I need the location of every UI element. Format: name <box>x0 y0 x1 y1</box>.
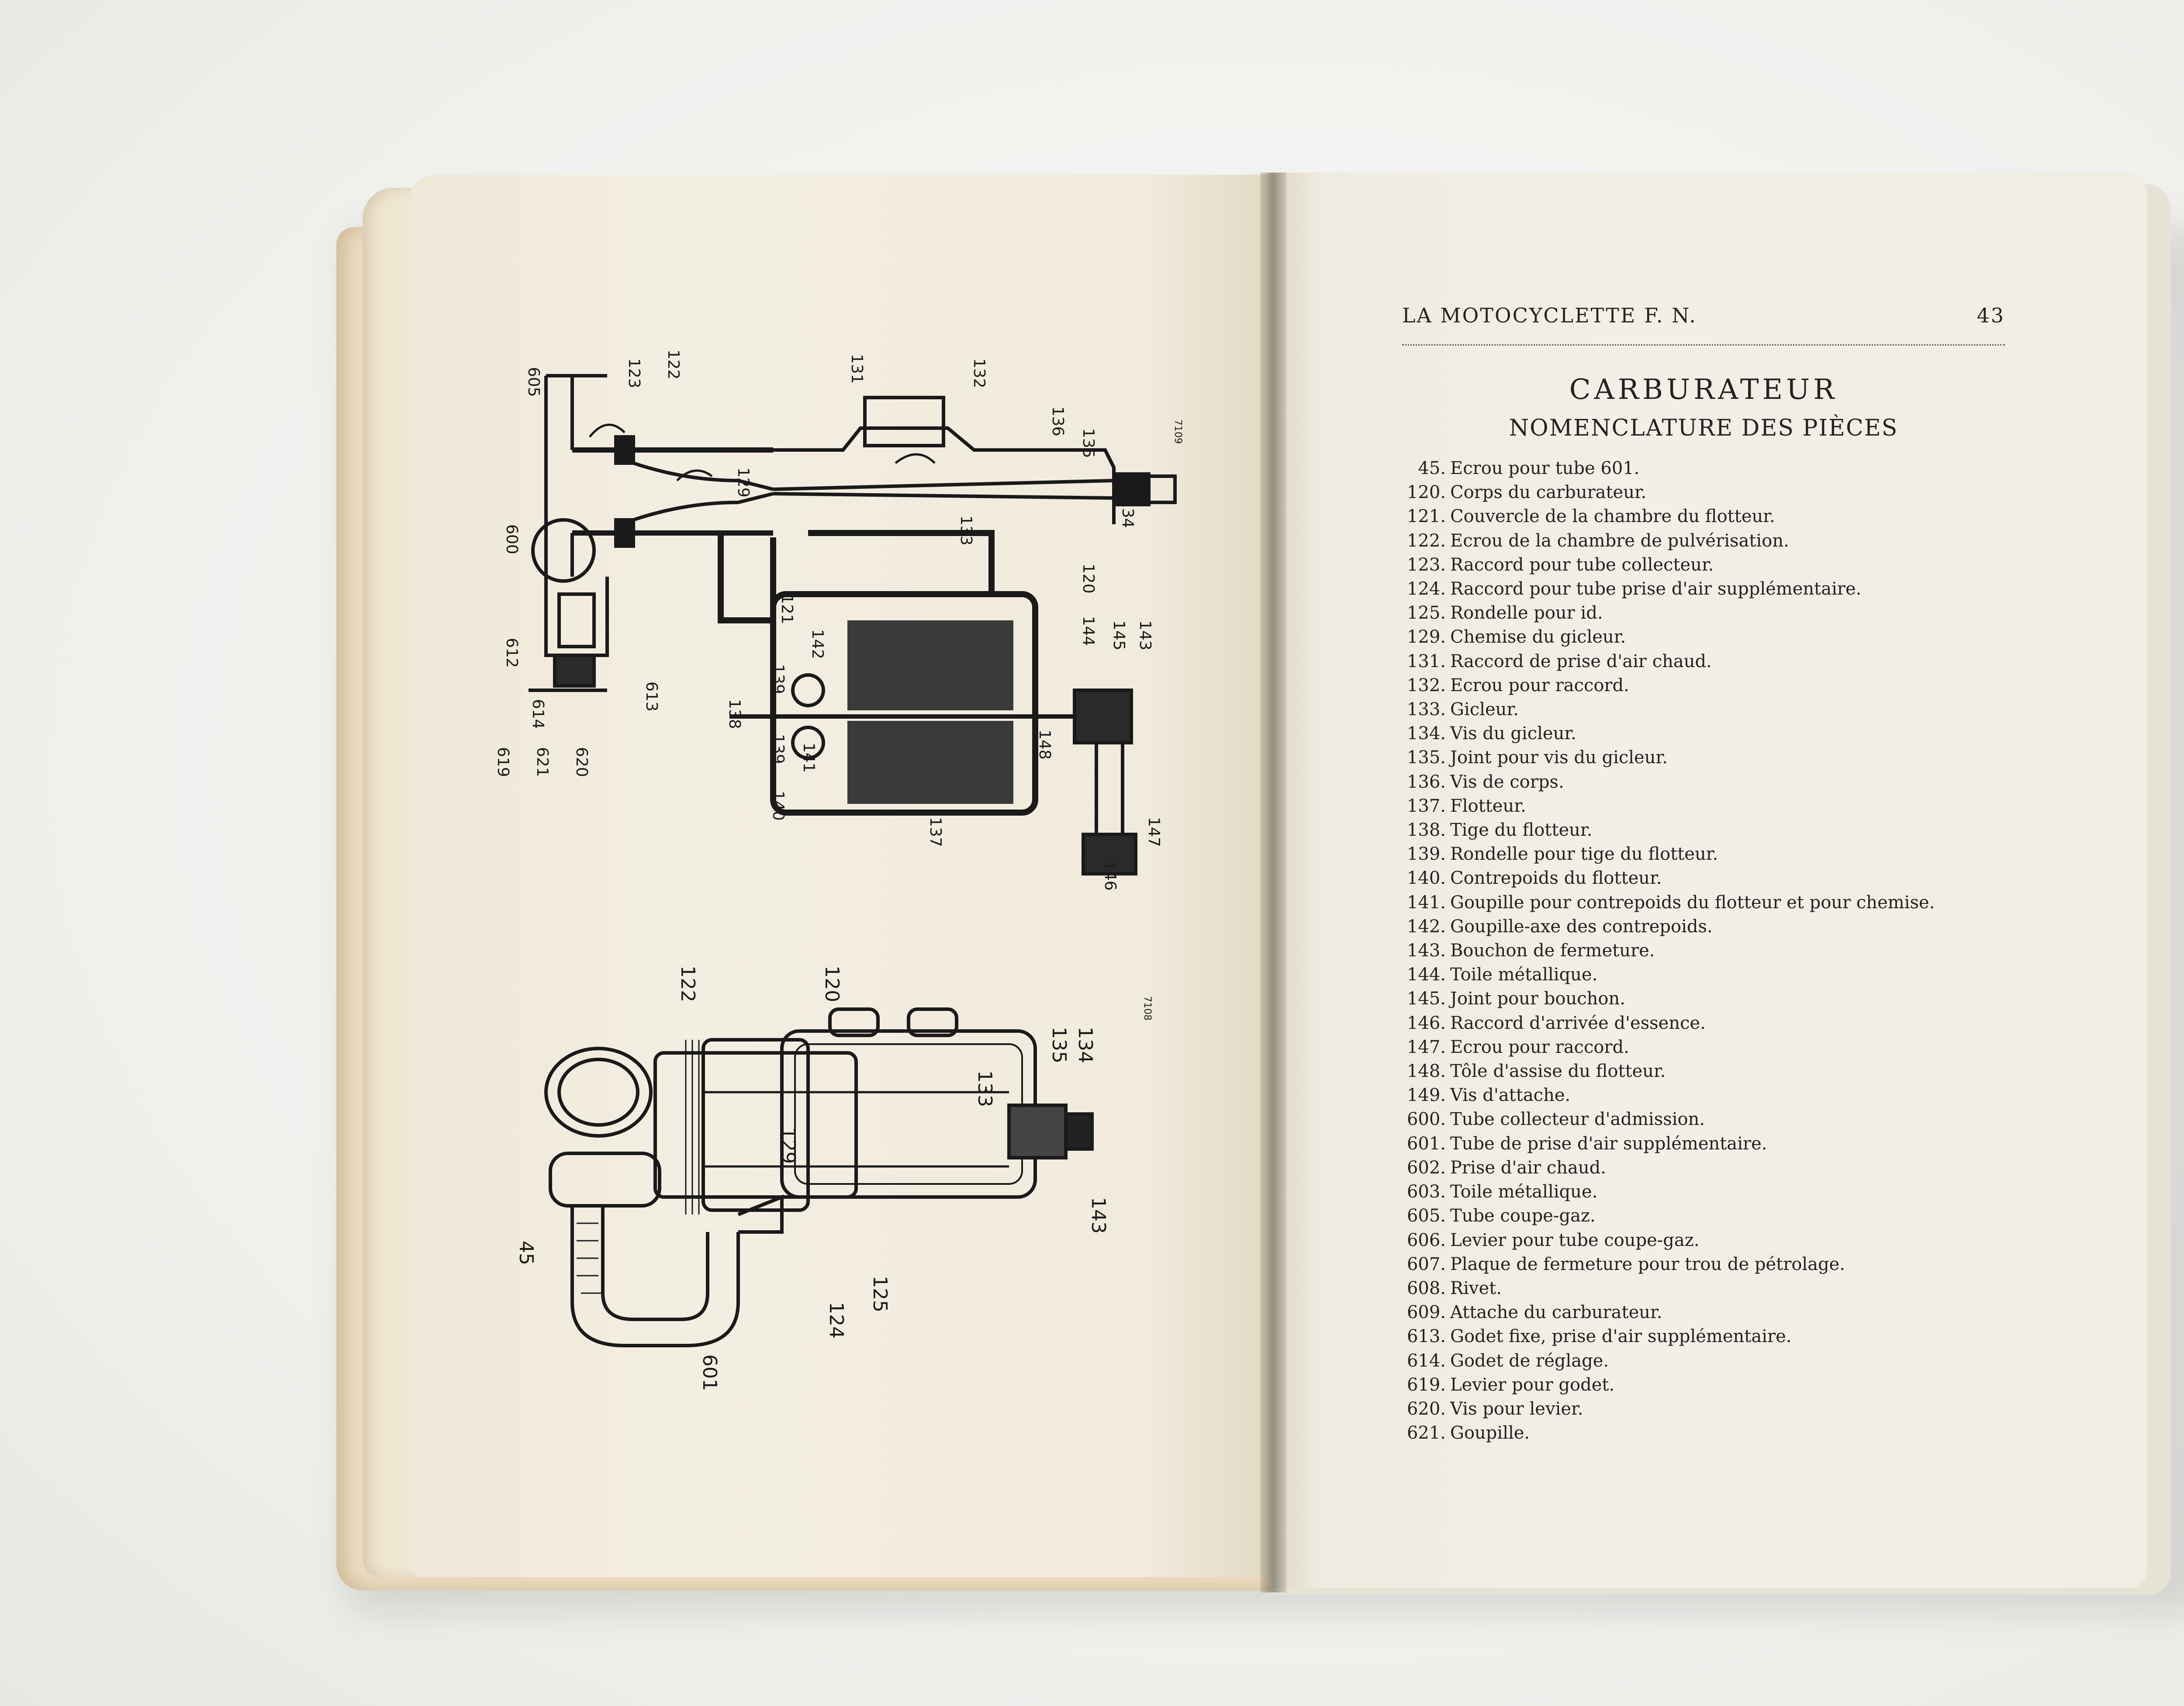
fig1-label-120: 120 <box>1079 564 1097 594</box>
part-number: 137. <box>1406 796 1446 816</box>
fig2-label-601: 601 <box>698 1354 721 1391</box>
part-name: Vis d'attache. <box>1450 1085 1571 1106</box>
fig1-label-139-bottom: 139 <box>769 734 787 764</box>
carburettor-section-diagram <box>494 350 1201 917</box>
part-number: 609. <box>1406 1302 1446 1323</box>
part-name: Raccord d'arrivée d'essence. <box>1450 1013 1706 1033</box>
part-number: 146. <box>1406 1013 1446 1033</box>
part-number: 605. <box>1406 1206 1446 1226</box>
part-number: 613. <box>1406 1326 1446 1347</box>
part-number: 134. <box>1406 723 1446 744</box>
fig1-label-148: 148 <box>1036 730 1054 760</box>
part-number: 133. <box>1406 699 1446 720</box>
part-number: 607. <box>1406 1254 1446 1274</box>
part-number: 132. <box>1406 675 1446 696</box>
part-name: Godet de réglage. <box>1450 1350 1609 1371</box>
fig1-label-133: 133 <box>957 516 975 546</box>
part-name: Rondelle pour id. <box>1450 603 1603 623</box>
book-gutter <box>1260 173 1286 1592</box>
parts-list-item <box>1404 1083 2060 1107</box>
fig1-label-123: 123 <box>625 358 643 388</box>
parts-list-item <box>1404 698 2060 722</box>
parts-list-item <box>1404 457 2060 481</box>
parts-list-item <box>1404 1204 2060 1228</box>
part-number: 606. <box>1406 1230 1446 1250</box>
part-number: 129. <box>1406 627 1446 647</box>
fig1-label-134: 134 <box>1119 498 1137 528</box>
part-name: Joint pour vis du gicleur. <box>1450 747 1668 768</box>
part-number: 121. <box>1406 506 1446 527</box>
parts-list-item <box>1404 770 2060 794</box>
part-name: Tige du flotteur. <box>1450 820 1593 841</box>
section-title: CARBURATEUR <box>1569 374 1838 406</box>
fig2-label-134: 134 <box>1074 1027 1096 1063</box>
parts-list-item <box>1404 746 2060 770</box>
header-title: LA MOTOCYCLETTE F. N. <box>1402 304 1697 327</box>
part-name: Goupille-axe des contrepoids. <box>1450 916 1713 937</box>
fig2-label-124: 124 <box>825 1302 847 1339</box>
parts-list-item <box>1404 818 2060 842</box>
part-name: Flotteur. <box>1450 796 1526 816</box>
part-name: Rondelle pour tige du flotteur. <box>1450 844 1718 865</box>
part-name: Ecrou pour raccord. <box>1450 675 1629 696</box>
part-number: 139. <box>1406 844 1446 865</box>
part-name: Vis pour levier. <box>1450 1398 1583 1419</box>
parts-list-item <box>1404 891 2060 915</box>
parts-list-item <box>1404 722 2060 746</box>
parts-list-item <box>1404 1035 2060 1059</box>
parts-list-item <box>1404 1253 2060 1277</box>
fig1-label-131: 131 <box>848 354 866 384</box>
part-number: 600. <box>1406 1109 1446 1130</box>
part-number: 138. <box>1406 820 1446 841</box>
fig1-label-137: 137 <box>926 817 944 847</box>
fig2-label-125: 125 <box>869 1276 891 1312</box>
fig1-label-135: 135 <box>1079 428 1097 458</box>
part-number: 136. <box>1406 772 1446 792</box>
page-number: 43 <box>1977 304 2005 327</box>
fig1-label-121: 121 <box>778 594 796 624</box>
part-number: 608. <box>1406 1278 1446 1298</box>
part-name: Plaque de fermeture pour trou de pétrolage. <box>1450 1254 1845 1274</box>
fig1-label-143: 143 <box>1136 620 1154 651</box>
part-name: Levier pour tube coupe-gaz. <box>1450 1230 1700 1250</box>
fig1-label-600: 600 <box>503 524 521 554</box>
parts-list-item <box>1404 529 2060 553</box>
part-number: 602. <box>1406 1157 1446 1178</box>
part-name: Toile métallique. <box>1450 965 1598 985</box>
fig1-label-140: 140 <box>769 791 787 821</box>
fig2-label-133: 133 <box>974 1070 996 1107</box>
header-rule <box>1402 344 2005 346</box>
part-name: Raccord pour tube prise d'air supplémentaire. <box>1450 579 1862 599</box>
parts-list-item <box>1404 553 2060 577</box>
fig2-label-120: 120 <box>821 965 843 1002</box>
fig1-label-138: 138 <box>726 699 743 729</box>
part-number: 614. <box>1406 1350 1446 1371</box>
part-name: Tôle d'assise du flotteur. <box>1450 1061 1666 1082</box>
fig1-label-144: 144 <box>1079 616 1097 646</box>
fig1-label-147: 147 <box>1145 817 1163 847</box>
fig2-label-122: 122 <box>677 965 699 1002</box>
section-subtitle: NOMENCLATURE DES PIÈCES <box>1509 415 1898 441</box>
fig1-label-613: 613 <box>643 682 660 712</box>
part-number: 123. <box>1406 554 1446 575</box>
parts-list-item <box>1404 1421 2060 1445</box>
part-number: 620. <box>1406 1398 1446 1419</box>
parts-list-item <box>1404 866 2060 890</box>
parts-list-item <box>1404 1373 2060 1397</box>
fig2-label-129: 129 <box>777 1127 799 1164</box>
part-name: Vis de corps. <box>1450 772 1564 792</box>
fig2-label-143: 143 <box>1087 1197 1109 1234</box>
parts-list-item <box>1404 1325 2060 1349</box>
fig2-plate-number: 7108 <box>1142 996 1153 1021</box>
parts-list-item <box>1404 577 2060 601</box>
parts-list-item <box>1404 505 2060 529</box>
part-name: Contrepoids du flotteur. <box>1450 868 1662 889</box>
parts-list-item <box>1404 963 2060 987</box>
part-number: 135. <box>1406 747 1446 768</box>
parts-list-item <box>1404 650 2060 674</box>
fig1-label-614: 614 <box>529 699 547 729</box>
parts-list-item <box>1404 625 2060 649</box>
parts-list <box>1404 457 2060 1445</box>
fig1-label-129: 129 <box>734 467 752 498</box>
part-number: 141. <box>1406 892 1446 913</box>
part-name: Ecrou pour raccord. <box>1450 1037 1629 1057</box>
running-header <box>1402 304 2005 327</box>
part-number: 147. <box>1406 1037 1446 1057</box>
fig1-label-619: 619 <box>494 747 512 777</box>
parts-list-item <box>1404 939 2060 963</box>
parts-list-item <box>1404 1156 2060 1180</box>
parts-list-item <box>1404 1277 2060 1301</box>
parts-list-item <box>1404 1180 2060 1204</box>
part-number: 122. <box>1406 530 1446 551</box>
part-name: Raccord de prise d'air chaud. <box>1450 651 1712 671</box>
part-number: 621. <box>1406 1423 1446 1443</box>
parts-list-item <box>1404 601 2060 625</box>
part-number: 124. <box>1406 579 1446 599</box>
part-name: Couvercle de la chambre du flotteur. <box>1450 506 1775 527</box>
part-name: Tube coupe-gaz. <box>1450 1206 1596 1226</box>
part-number: 144. <box>1406 965 1446 985</box>
parts-list-item <box>1404 674 2060 698</box>
carburettor-exterior-diagram <box>494 961 1171 1407</box>
part-number: 149. <box>1406 1085 1446 1106</box>
fig2-label-135: 135 <box>1048 1027 1070 1063</box>
part-number: 140. <box>1406 868 1446 889</box>
parts-list-item <box>1404 1132 2060 1156</box>
parts-list-item <box>1404 1301 2060 1325</box>
part-number: 143. <box>1406 941 1446 961</box>
fig1-label-141: 141 <box>800 743 818 773</box>
fig1-label-146: 146 <box>1101 861 1119 891</box>
part-name: Ecrou pour tube 601. <box>1450 458 1640 478</box>
part-name: Joint pour bouchon. <box>1450 989 1625 1009</box>
part-number: 131. <box>1406 651 1446 671</box>
fig1-label-145: 145 <box>1110 620 1128 651</box>
parts-list-item <box>1404 1107 2060 1132</box>
fig1-plate-number: 7109 <box>1172 419 1183 444</box>
part-name: Gicleur. <box>1450 699 1519 720</box>
parts-list-item <box>1404 1011 2060 1035</box>
part-name: Raccord pour tube collecteur. <box>1450 554 1714 575</box>
parts-list-item <box>1404 915 2060 939</box>
parts-list-item <box>1404 987 2060 1011</box>
part-name: Tube de prise d'air supplémentaire. <box>1450 1133 1767 1154</box>
fig2-label-45: 45 <box>515 1241 537 1265</box>
part-number: 142. <box>1406 916 1446 937</box>
part-name: Levier pour godet. <box>1450 1374 1615 1395</box>
part-number: 148. <box>1406 1061 1446 1082</box>
parts-list-item <box>1404 481 2060 505</box>
fig1-label-605: 605 <box>525 367 543 397</box>
parts-list-item <box>1404 1397 2060 1421</box>
parts-list-item <box>1404 842 2060 866</box>
fig1-label-132: 132 <box>970 358 988 388</box>
parts-list-item <box>1404 1349 2060 1373</box>
part-name: Toile métallique. <box>1450 1182 1598 1202</box>
fig1-label-136: 136 <box>1049 406 1067 436</box>
part-name: Attache du carburateur. <box>1450 1302 1662 1323</box>
part-number: 125. <box>1406 603 1446 623</box>
part-number: 45. <box>1418 458 1446 478</box>
part-name: Goupille. <box>1450 1423 1530 1443</box>
part-name: Tube collecteur d'admission. <box>1450 1109 1705 1130</box>
part-name: Vis du gicleur. <box>1450 723 1576 744</box>
fig1-label-621: 621 <box>533 747 551 777</box>
fig1-label-139-top: 139 <box>769 664 787 694</box>
part-number: 603. <box>1406 1182 1446 1202</box>
part-name: Godet fixe, prise d'air supplémentaire. <box>1450 1326 1792 1347</box>
fig1-label-122: 122 <box>664 350 682 380</box>
fig1-label-142: 142 <box>809 629 826 659</box>
part-name: Prise d'air chaud. <box>1450 1157 1606 1178</box>
part-number: 145. <box>1406 989 1446 1009</box>
part-name: Rivet. <box>1450 1278 1502 1298</box>
part-name: Corps du carburateur. <box>1450 482 1647 503</box>
fig1-label-620: 620 <box>573 747 591 777</box>
part-name: Ecrou de la chambre de pulvérisation. <box>1450 530 1789 551</box>
part-name: Chemise du gicleur. <box>1450 627 1626 647</box>
parts-list-item <box>1404 1059 2060 1083</box>
part-number: 120. <box>1406 482 1446 503</box>
part-name: Goupille pour contrepoids du flotteur et pour chemise. <box>1450 892 1935 913</box>
parts-list-item <box>1404 794 2060 818</box>
part-number: 619. <box>1406 1374 1446 1395</box>
part-name: Bouchon de fermeture. <box>1450 941 1655 961</box>
parts-list-item <box>1404 1228 2060 1253</box>
part-number: 601. <box>1406 1133 1446 1154</box>
fig1-label-612: 612 <box>503 638 521 668</box>
